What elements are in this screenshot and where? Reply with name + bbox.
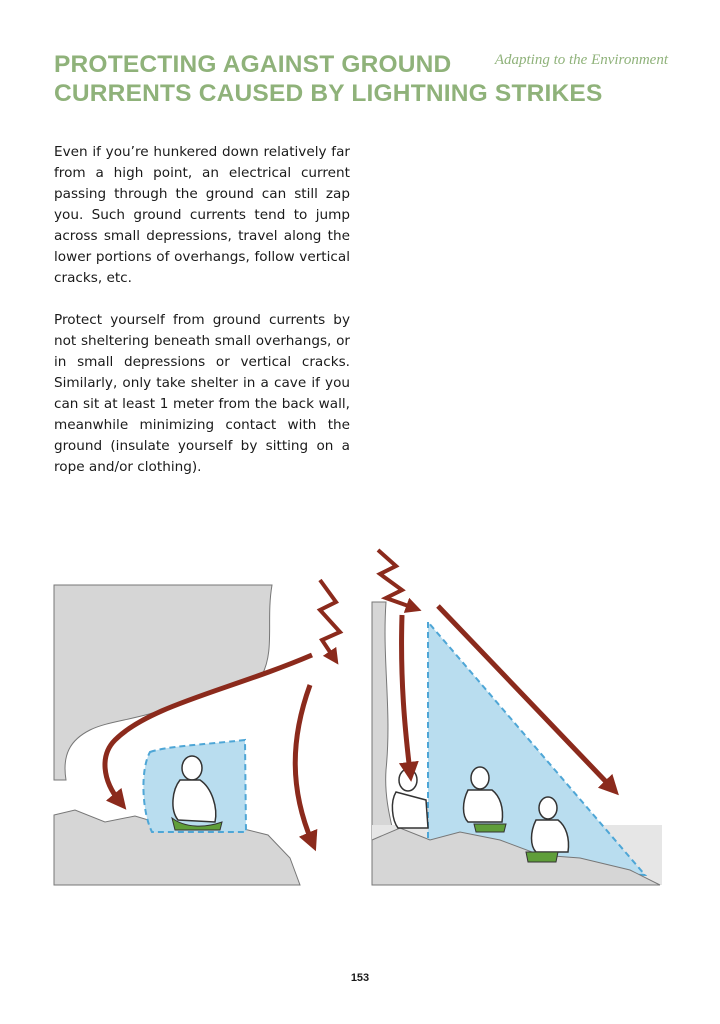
- title-line-1: PROTECTING AGAINST GROUND: [54, 51, 452, 78]
- page-number: 153: [350, 972, 370, 984]
- lightning-bolt-cave: [378, 550, 414, 608]
- article-body: [54, 142, 350, 499]
- cave-scene: [372, 550, 662, 885]
- person-at-wall: [392, 769, 428, 828]
- paragraph-2: Protect yourself from ground currents by not sheltering beneath small overhangs, or in small depressions or vertical cracks. Similarly, only take shelter in a cave if you can sit at least 1 meter from the back wall, meanwhile minimizing contact with the ground (insulate yourself by sitting on a rope and/or clothing).: [54, 312, 350, 475]
- overhang-scene: [54, 580, 340, 885]
- running-header: Adapting to the Environment: [494, 52, 668, 68]
- cave-wall: [372, 602, 395, 840]
- current-arrow-wall: [402, 615, 410, 772]
- lightning-illustration: [0, 540, 720, 900]
- title-line-2: CURRENTS CAUSED BY LIGHTNING STRIKES: [54, 80, 603, 107]
- page-title: [54, 50, 603, 108]
- lightning-bolt: [320, 580, 340, 658]
- paragraph-1: Even if you’re hunkered down relatively far from a high point, an electrical current passing through the ground can still zap you. Such ground currents tend to jump across small depressions, travel along the lower portions of overhangs, follow vertical cracks, etc.: [54, 144, 350, 286]
- current-arrow-outside: [295, 685, 312, 842]
